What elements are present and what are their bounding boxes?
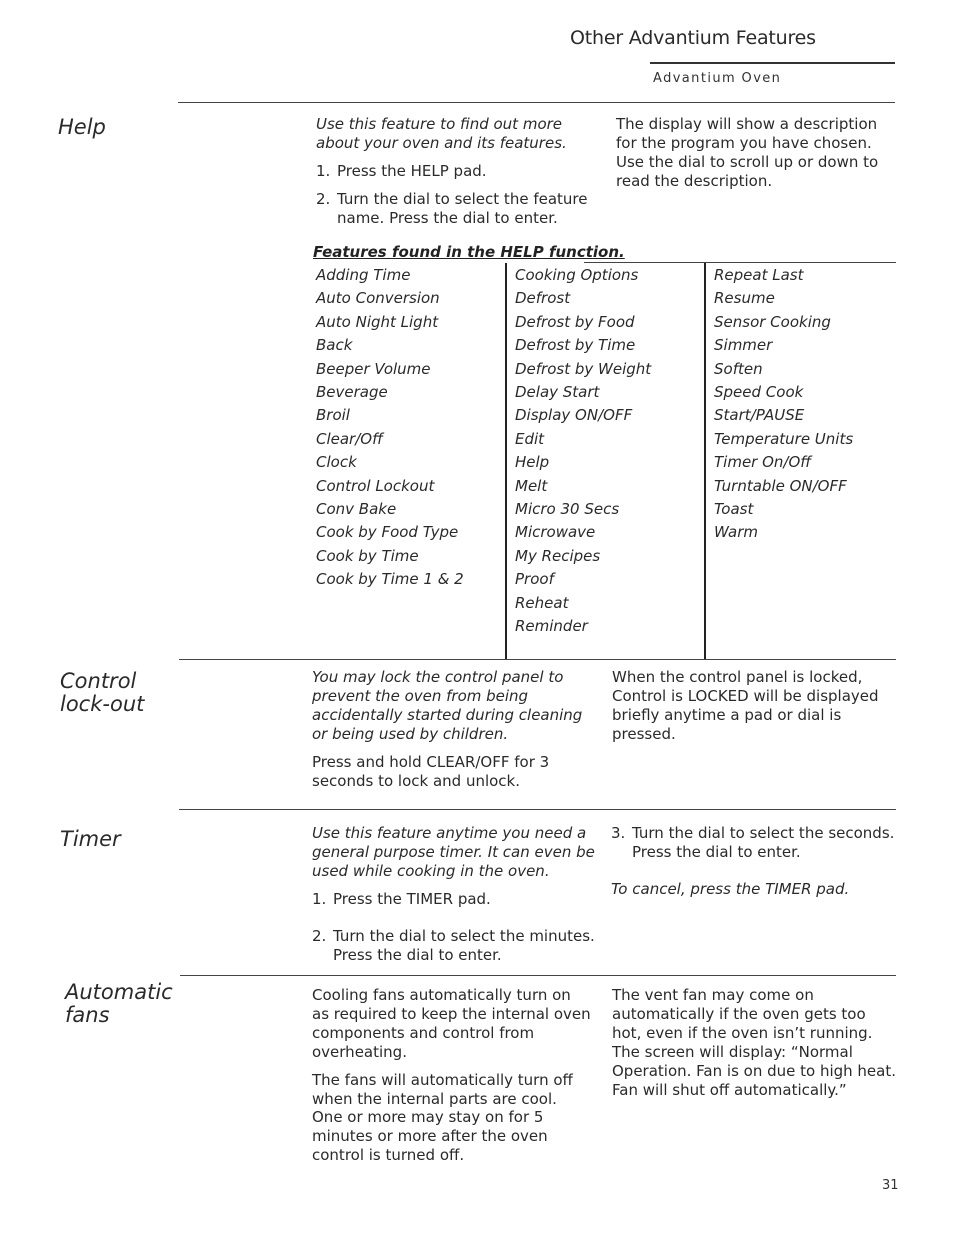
feature-item: Broil — [316, 406, 350, 425]
timer-step-2-number: 2. — [312, 926, 327, 945]
help-left-column — [316, 115, 601, 228]
help-intro: Use this feature to find out more about your oven and its features. — [316, 115, 567, 152]
timer-step-1-number: 1. — [312, 889, 327, 908]
lockout-left-column — [312, 668, 597, 790]
feature-item: Defrost by Food — [515, 312, 635, 331]
feature-item: Adding Time — [316, 266, 411, 284]
fans-paragraph-3: The vent fan may come on automatically if the oven gets too hot, even if the oven isn’t running. The screen will display: “Normal Operation. Fan is on due to high heat. Fan will shut off automatically.” — [612, 986, 897, 1099]
feature-item: Control Lockout — [316, 476, 435, 495]
feature-item: Start/PAUSE — [714, 406, 805, 425]
feature-item: Conv Bake — [316, 500, 397, 519]
feature-item: Cook by Food Type — [316, 523, 459, 542]
section-divider-timer — [179, 809, 896, 810]
feature-item: Defrost — [515, 289, 571, 308]
feature-item: Proof — [515, 570, 554, 589]
feature-item: Beverage — [316, 383, 388, 402]
timer-step-1 — [312, 890, 597, 909]
fans-paragraph-1: Cooling fans automatically turn on as required to keep the internal oven components and control from overheating. — [312, 986, 591, 1061]
timer-right-column — [611, 824, 896, 899]
feature-item: Cooking Options — [515, 266, 639, 284]
feature-item: Clock — [316, 453, 357, 472]
feature-item: Soften — [714, 359, 763, 378]
features-rule — [584, 262, 896, 263]
page-title: Other Advantium Features — [570, 27, 816, 49]
feature-item: Reminder — [515, 617, 588, 636]
feature-item: Micro 30 Secs — [515, 500, 620, 519]
feature-item: Auto Night Light — [316, 312, 439, 331]
feature-item: Toast — [714, 500, 754, 519]
feature-item: Defrost by Weight — [515, 359, 652, 378]
help-step-1-text: Press the HELP pad. — [337, 161, 487, 180]
timer-step-3-number: 3. — [611, 824, 626, 842]
timer-left-column — [312, 824, 597, 964]
feature-item: Resume — [714, 289, 775, 308]
feature-item: Sensor Cooking — [714, 312, 831, 331]
fans-left-column — [312, 986, 592, 1165]
help-description: The display will show a description for the program you have chosen. Use the dial to scroll up or down to read the description. — [616, 115, 879, 190]
fans-heading: Automatic fans — [65, 980, 173, 1027]
feature-item: Help — [515, 453, 550, 472]
features-column-3 — [714, 264, 894, 545]
page-subtitle: Advantium Oven — [653, 71, 782, 86]
section-divider-lockout — [179, 659, 896, 660]
feature-item: Repeat Last — [714, 266, 804, 284]
feature-item: Back — [316, 336, 353, 355]
feature-item: Beeper Volume — [316, 359, 431, 378]
help-step-2-text: Turn the dial to select the feature name. Press the dial to enter. — [337, 189, 588, 227]
help-step-1-number: 1. — [316, 161, 331, 180]
timer-step-2 — [312, 927, 597, 965]
page-number: 31 — [882, 1178, 899, 1193]
feature-item: Melt — [515, 476, 548, 495]
feature-item: Warm — [714, 523, 758, 542]
feature-item: Timer On/Off — [714, 453, 812, 472]
feature-item: Delay Start — [515, 383, 600, 402]
help-step-1 — [316, 162, 601, 181]
features-heading: Features found in the HELP function. — [313, 243, 625, 261]
features-column-2 — [515, 264, 700, 639]
timer-step-1-text: Press the TIMER pad. — [333, 889, 491, 908]
timer-intro: Use this feature anytime you need a general purpose timer. It can even be used while cooking in the oven. — [312, 824, 595, 880]
lockout-heading: Control lock-out — [60, 669, 145, 716]
help-step-2 — [316, 190, 601, 228]
lockout-instruction: Press and hold CLEAR/OFF for 3 seconds to lock and unlock. — [312, 752, 550, 790]
features-column-1 — [316, 264, 501, 592]
feature-item: Clear/Off — [316, 429, 383, 448]
feature-item: Speed Cook — [714, 383, 804, 402]
help-heading: Help — [58, 115, 106, 139]
feature-item: Edit — [515, 429, 545, 448]
feature-item: Cook by Time — [316, 546, 419, 565]
feature-item: Reheat — [515, 593, 569, 612]
title-rule — [650, 62, 895, 64]
feature-item: Auto Conversion — [316, 289, 440, 308]
section-divider-fans — [180, 975, 896, 976]
feature-item: My Recipes — [515, 546, 601, 565]
feature-item: Temperature Units — [714, 429, 854, 448]
features-column-divider-2 — [704, 263, 706, 659]
timer-step-3-text: Turn the dial to select the seconds. Press the dial to enter. — [632, 824, 895, 861]
timer-heading: Timer — [60, 827, 121, 851]
lockout-intro: You may lock the control panel to prevent the oven from being accidentally started during cleaning or being used by children. — [312, 668, 583, 743]
features-column-divider-1 — [505, 263, 507, 659]
timer-step-2-text: Turn the dial to select the minutes. Press the dial to enter. — [333, 926, 595, 964]
fans-paragraph-2: The fans will automatically turn off when the internal parts are cool. One or more may stay on for 5 minutes or more after the oven control is turned off. — [312, 1070, 573, 1165]
feature-item: Microwave — [515, 523, 596, 542]
feature-item: Simmer — [714, 336, 773, 355]
help-step-2-number: 2. — [316, 189, 331, 208]
section-divider-help — [178, 102, 895, 103]
feature-item: Display ON/OFF — [515, 406, 633, 425]
feature-item: Defrost by Time — [515, 336, 636, 355]
lockout-description: When the control panel is locked, Control is LOCKED will be displayed briefly anytime a pad or dial is pressed. — [612, 668, 879, 743]
timer-step-3 — [611, 824, 896, 862]
feature-item: Turntable ON/OFF — [714, 476, 847, 495]
feature-item: Cook by Time 1 & 2 — [316, 570, 464, 589]
timer-cancel-note: To cancel, press the TIMER pad. — [611, 879, 850, 898]
